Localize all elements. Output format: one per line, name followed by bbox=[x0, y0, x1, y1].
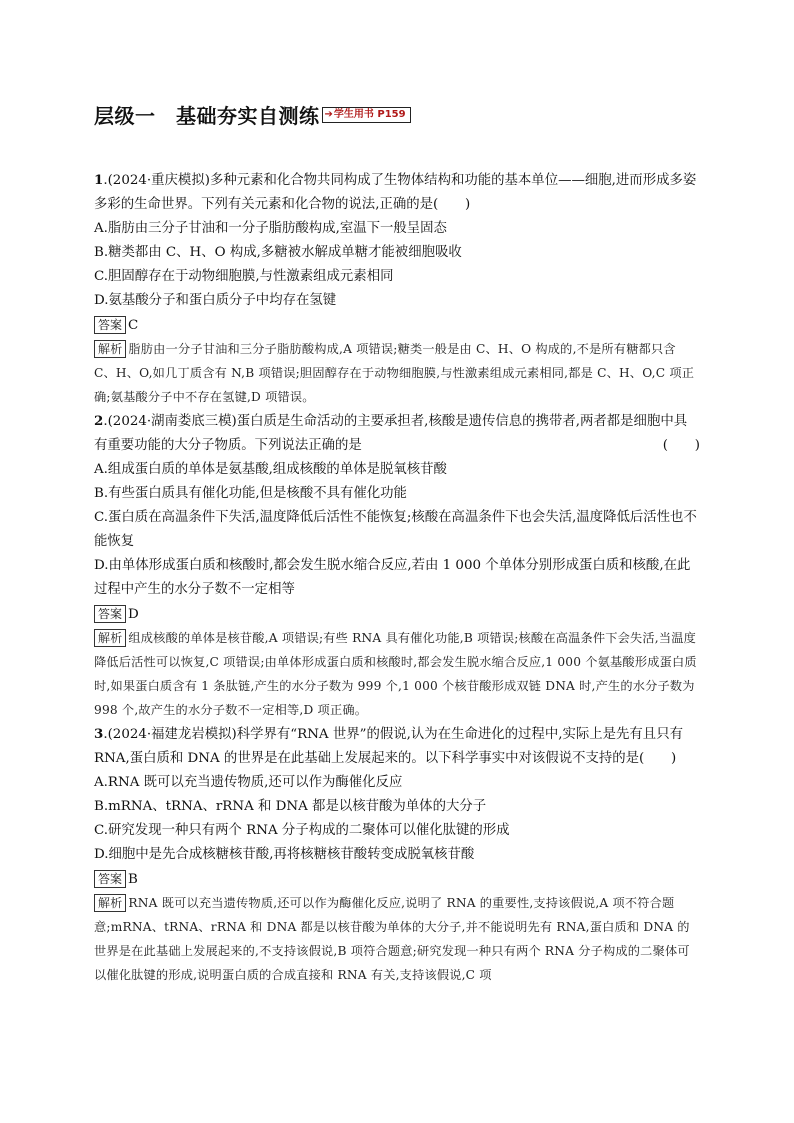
section-title: 层级一 基础夯实自测练 bbox=[94, 104, 320, 128]
option-a: A.组成蛋白质的单体是氨基酸,组成核酸的单体是脱氧核苷酸 bbox=[94, 462, 447, 477]
question-list bbox=[94, 168, 700, 987]
option-d: D.由单体形成蛋白质和核酸时,都会发生脱水缩合反应,若由 1 000 个单体分别形成蛋白质和核酸,在此过程中产生的水分子数不一定相等 bbox=[94, 558, 691, 597]
question-number: 1 bbox=[94, 172, 104, 188]
option-c: C.蛋白质在高温条件下失活,温度降低后活性不能恢复;核酸在高温条件下也会失活,温度降低后活性也不能恢复 bbox=[94, 510, 697, 549]
option-b: B.糖类都由 C、H、O 构成,多糖被水解成单糖才能被细胞吸收 bbox=[94, 245, 462, 260]
analysis-tag: 解析 bbox=[94, 894, 126, 912]
option-c: C.胆固醇存在于动物细胞膜,与性激素组成元素相同 bbox=[94, 269, 394, 284]
question-stem bbox=[94, 168, 700, 217]
question-stem-text: 科学界有“RNA 世界”的假说,认为在生命进化的过程中,实际上是先有且只有 RNA,蛋白质和 DNA 的世界是在此基础上发展起来的。以下科学事实中对该假说不支持的是( ) bbox=[94, 727, 683, 766]
analysis bbox=[94, 891, 700, 987]
question-number: 3 bbox=[94, 726, 104, 742]
answer-value: D bbox=[128, 606, 139, 622]
question-stem bbox=[94, 409, 700, 458]
book-reference-text: 学生用书 P159 bbox=[333, 108, 406, 120]
analysis bbox=[94, 626, 700, 722]
question-stem-text: 多种元素和化合物共同构成了生物体结构和功能的基本单位——细胞,进而形成多姿多彩的生命世界。下列有关元素和化合物的说法,正确的是( ) bbox=[94, 173, 697, 212]
book-reference-tag bbox=[322, 107, 411, 123]
analysis-tag: 解析 bbox=[94, 629, 126, 647]
question-2 bbox=[94, 409, 700, 722]
analysis-text: RNA 既可以充当遗传物质,还可以作为酶催化反应,说明了 RNA 的重要性,支持该假说,A 项不符合题意;mRNA、tRNA、rRNA 和 DNA 都是以核苷酸为单体的大分子,并不能说明先有 RNA,蛋白质和 DNA 的世界是在此基础上发展起来的,不支持该假说,B 项符合题意;研究发现一种只有两个 RNA 分子构成的二聚体可以催化肽键的形成,说明蛋白质的合成直接和 RNA 有关,支持该假说,C 项 bbox=[94, 896, 690, 982]
analysis-text: 脂肪由一分子甘油和三分子脂肪酸构成,A 项错误;糖类一般是由 C、H、O 构成的,不是所有糖都只含 C、H、O,如几丁质含有 N,B 项错误;胆固醇存在于动物细胞膜,与性激素组成元素相同,都是 C、H、O,C 项正确;氨基酸分子中不存在氢键,D 项错误。 bbox=[94, 342, 695, 404]
option-b: B.mRNA、tRNA、rRNA 和 DNA 都是以核苷酸为单体的大分子 bbox=[94, 799, 487, 814]
answer-tag: 答案 bbox=[94, 605, 126, 623]
answer-tag: 答案 bbox=[94, 316, 126, 334]
answer-row bbox=[94, 867, 700, 891]
question-source: .(2024·湖南娄底三模) bbox=[103, 414, 237, 429]
arrow-right-icon: ➔ bbox=[324, 108, 333, 120]
option-c: C.研究发现一种只有两个 RNA 分子构成的二聚体可以催化肽键的形成 bbox=[94, 823, 510, 838]
question-number: 2 bbox=[94, 413, 104, 429]
answer-row bbox=[94, 313, 700, 337]
option-a: A.RNA 既可以充当遗传物质,还可以作为酶催化反应 bbox=[94, 775, 403, 790]
question-1 bbox=[94, 168, 700, 409]
question-stem bbox=[94, 722, 700, 771]
answer-blank: ( ) bbox=[662, 438, 700, 453]
answer-tag: 答案 bbox=[94, 870, 126, 888]
question-stem-text: 蛋白质是生命活动的主要承担者,核酸是遗传信息的携带者,两者都是细胞中具有重要功能的大分子物质。下列说法正确的是 bbox=[94, 414, 688, 453]
question-3 bbox=[94, 722, 700, 987]
analysis-text: 组成核酸的单体是核苷酸,A 项错误;有些 RNA 具有催化功能,B 项错误;核酸在高温条件下会失活,当温度降低后活性可以恢复,C 项错误;由单体形成蛋白质和核酸时,都会发生脱水缩合反应,1 000 个氨基酸形成蛋白质时,如果蛋白质含有 1 条肽链,产生的水分子数为 999 个,1 000 个核苷酸形成双链 DNA 时,产生的水分子数为 998 个,故产生的水分子数不一定相等,D 项正确。 bbox=[94, 631, 697, 717]
answer-value: B bbox=[128, 871, 138, 887]
section-header bbox=[94, 100, 411, 129]
option-b: B.有些蛋白质具有催化功能,但是核酸不具有催化功能 bbox=[94, 486, 407, 501]
analysis-tag: 解析 bbox=[94, 340, 126, 358]
option-d: D.氨基酸分子和蛋白质分子中均存在氢键 bbox=[94, 293, 337, 308]
option-d: D.细胞中是先合成核糖核苷酸,再将核糖核苷酸转变成脱氧核苷酸 bbox=[94, 847, 475, 862]
answer-value: C bbox=[128, 317, 139, 333]
option-a: A.脂肪由三分子甘油和一分子脂肪酸构成,室温下一般呈固态 bbox=[94, 221, 447, 236]
question-source: .(2024·重庆模拟) bbox=[103, 173, 210, 188]
analysis bbox=[94, 337, 700, 409]
question-source: .(2024·福建龙岩模拟) bbox=[103, 727, 237, 742]
answer-row bbox=[94, 602, 700, 626]
